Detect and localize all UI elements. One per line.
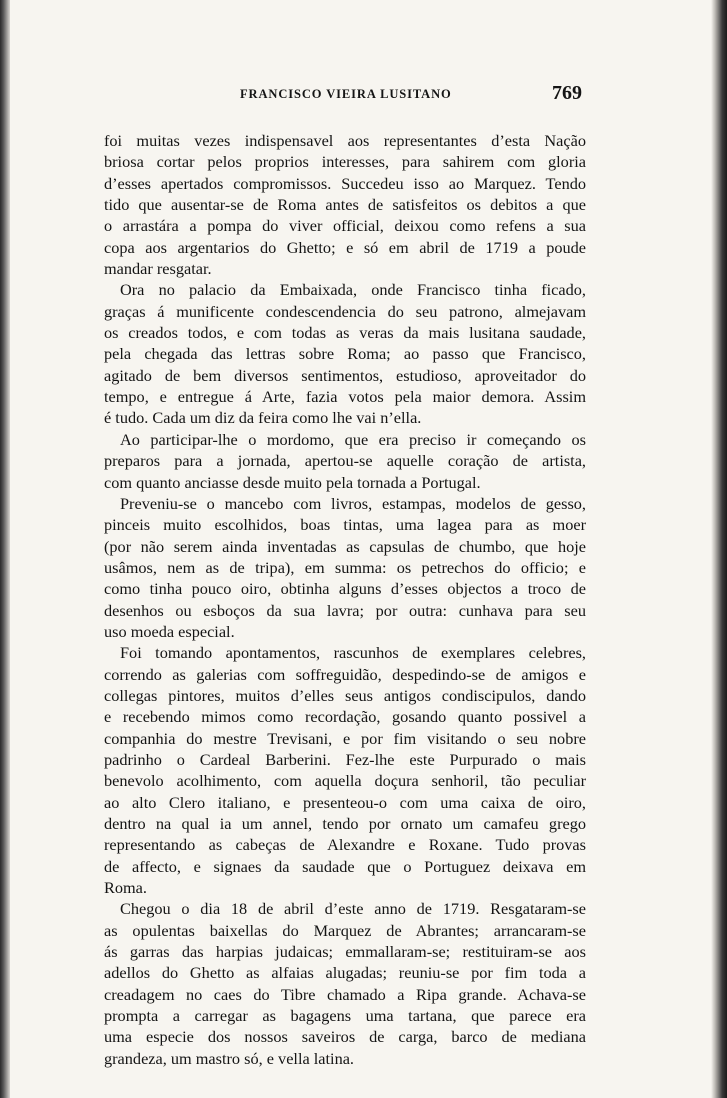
text-line: padrinho o Cardeal Barberini. Fez-lhe este Purpurado o mais bbox=[104, 749, 586, 769]
paragraph bbox=[104, 279, 586, 428]
text-line: pinceis muito escolhidos, boas tintas, uma lagea para as moer bbox=[104, 515, 586, 535]
body-text bbox=[104, 130, 586, 1069]
text-line: como tinha pouco oiro, obtinha alguns d’esses objectos a troco de bbox=[104, 579, 586, 599]
text-line: adellos do Ghetto as alfaias alugadas; reuniu-se por fim toda a bbox=[104, 963, 586, 983]
text-line: Ora no palacio da Embaixada, onde Francisco tinha ficado, bbox=[120, 280, 586, 300]
text-line: as opulentas baixellas do Marquez de Abrantes; arrancaram-se bbox=[104, 920, 586, 940]
paragraph bbox=[104, 130, 586, 279]
text-line: (por não serem ainda inventadas as capsulas de chumbo, que hoje bbox=[104, 536, 586, 556]
text-line: e recebendo mimos como recordação, gosando quanto possivel a bbox=[104, 707, 586, 727]
right-page-edge-shadow bbox=[711, 0, 727, 1098]
text-line: com quanto anciasse desde muito pela tornada a Portugal. bbox=[104, 472, 481, 492]
paragraph bbox=[104, 898, 586, 1069]
text-line: correndo as galerias com soffreguidão, despedindo-se de amigos e bbox=[104, 664, 586, 684]
text-line: graças á munificente condescendencia do seu patrono, almejavam bbox=[104, 301, 586, 321]
left-page-edge-shadow bbox=[0, 0, 10, 1098]
text-line: foi muitas vezes indispensavel aos representantes d’esta Nação bbox=[104, 131, 586, 150]
text-line: d’esses apertados compromissos. Succedeu isso ao Marquez. Tendo bbox=[104, 173, 586, 193]
text-line: copa aos argentarios do Ghetto; e só em abril de 1719 a poude bbox=[104, 237, 586, 257]
text-line: de affecto, e signaes da saudade que o Portuguez deixava em bbox=[104, 856, 586, 876]
page-number: 769 bbox=[552, 82, 582, 104]
text-line: pela chegada das lettras sobre Roma; ao passo que Francisco, bbox=[104, 344, 586, 364]
text-line: uma especie dos nossos saveiros de carga, barco de mediana bbox=[104, 1027, 586, 1047]
text-line: desenhos ou esboços da sua lavra; por outra: cunhava para seu bbox=[104, 600, 586, 620]
text-line: preparos para a jornada, apertou-se aquelle coração de artista, bbox=[104, 451, 586, 471]
text-line: prompta a carregar as bagagens uma tartana, que parece era bbox=[104, 1006, 586, 1026]
text-line: collegas pintores, muitos d’elles seus antigos condiscipulos, dando bbox=[104, 685, 586, 705]
text-line: tido que ausentar-se de Roma antes de satisfeitos os debitos a que bbox=[104, 195, 586, 215]
text-line: grandeza, um mastro só, e vella latina. bbox=[104, 1048, 355, 1068]
page-header bbox=[104, 82, 584, 108]
text-line: Chegou o dia 18 de abril d’este anno de 1719. Resgataram-se bbox=[120, 899, 586, 919]
text-line: é tudo. Cada um diz da feira como lhe vai n’ella. bbox=[104, 408, 422, 428]
text-line: dentro na qual ia um annel, tendo por ornato um camafeu grego bbox=[104, 814, 586, 833]
text-line: Preveniu-se o mancebo com livros, estampas, modelos de gesso, bbox=[120, 493, 586, 513]
text-line: usâmos, nem as de tripa), em summa: os petrechos do officio; e bbox=[104, 557, 586, 577]
text-line: Roma. bbox=[104, 878, 147, 898]
text-line: creadagem no caes do Tibre chamado a Ripa grande. Achava-se bbox=[104, 984, 586, 1004]
text-line: briosa cortar pelos proprios interesses, para sahirem com gloria bbox=[104, 152, 586, 172]
text-line: ao alto Clero italiano, e presenteou-o com uma caixa de oiro, bbox=[104, 792, 586, 812]
text-line: uso moeda especial. bbox=[104, 621, 235, 641]
text-line: companhia do mestre Trevisani, e por fim visitando o seu nobre bbox=[104, 728, 586, 748]
text-line: o arrastára a pompa do viver official, deixou como refens a sua bbox=[104, 216, 586, 236]
text-line: benevolo acolhimento, com aquella doçura senhoril, tão peculiar bbox=[104, 771, 586, 791]
text-line: ás garras das harpias judaicas; emmallaram-se; restituiram-se aos bbox=[104, 942, 586, 962]
text-line: mandar resgatar. bbox=[104, 259, 212, 279]
text-line: Ao participar-lhe o mordomo, que era preciso ir começando os bbox=[120, 429, 586, 449]
paragraph bbox=[104, 493, 586, 642]
text-line: os creados todos, e com todas as veras da mais lusitana saudade, bbox=[104, 323, 586, 343]
paragraph bbox=[104, 429, 586, 493]
text-line: agitado de bem diversos sentimentos, estudioso, aproveitador do bbox=[104, 365, 586, 385]
paragraph bbox=[104, 642, 586, 898]
text-line: Foi tomando apontamentos, rascunhos de exemplares celebres, bbox=[120, 643, 586, 663]
text-line: tempo, e entregue á Arte, fazia votos pela maior demora. Assim bbox=[104, 387, 586, 407]
running-title: FRANCISCO VIEIRA LUSITANO bbox=[240, 87, 452, 101]
text-line: representando as cabeças de Alexandre e Roxane. Tudo provas bbox=[104, 835, 586, 855]
